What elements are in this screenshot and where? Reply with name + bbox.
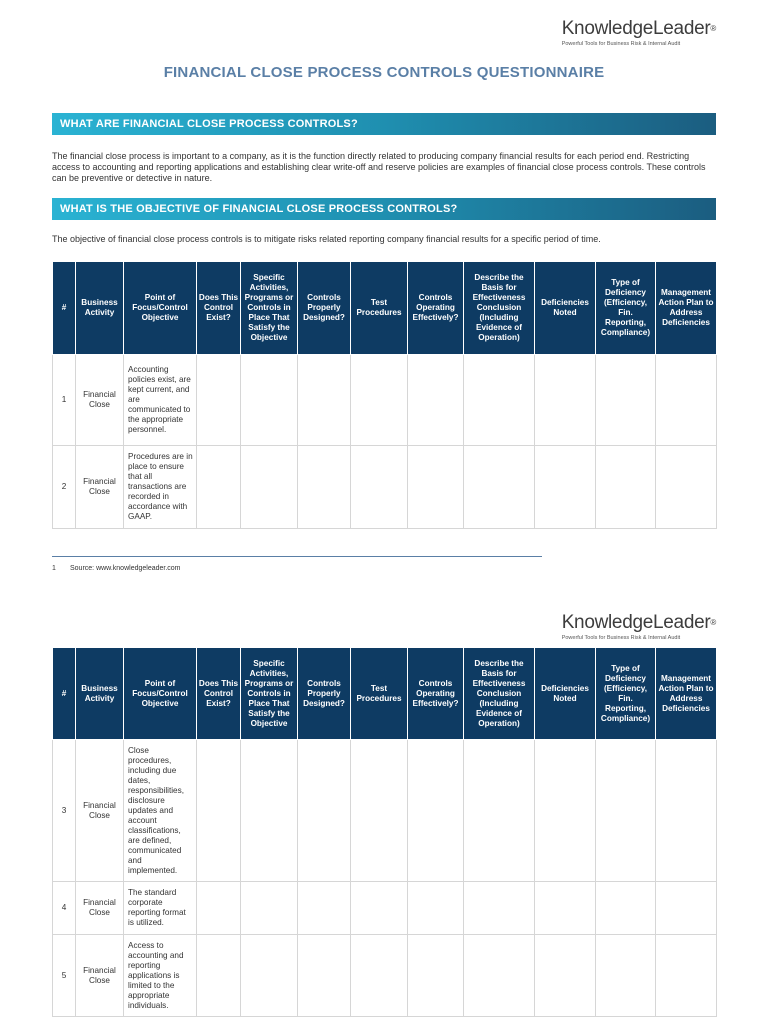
empty-cell[interactable] <box>656 882 717 935</box>
col-header-properly-designed: Controls Properly Designed? <box>298 648 351 740</box>
col-header-deficiency-type: Type of Deficiency (Efficiency, Fin. Reporting, Compliance) <box>596 648 656 740</box>
col-header-deficiency-type: Type of Deficiency (Efficiency, Fin. Reporting, Compliance) <box>596 262 656 355</box>
empty-cell[interactable] <box>197 882 241 935</box>
row-number: 5 <box>53 935 76 1017</box>
col-header-number: # <box>53 648 76 740</box>
empty-cell[interactable] <box>197 446 241 529</box>
empty-cell[interactable] <box>241 882 298 935</box>
empty-cell[interactable] <box>656 355 717 446</box>
empty-cell[interactable] <box>351 446 408 529</box>
row-number: 1 <box>53 355 76 446</box>
row-number: 3 <box>53 740 76 882</box>
row-business-activity: Financial Close <box>76 935 124 1017</box>
table-row <box>53 935 717 1017</box>
empty-cell[interactable] <box>298 446 351 529</box>
table-row <box>53 355 717 446</box>
row-control-objective: The standard corporate reporting format is utilized. <box>124 882 197 935</box>
empty-cell[interactable] <box>464 446 535 529</box>
logo-wordmark: KnowledgeLeader® <box>561 18 716 39</box>
empty-cell[interactable] <box>408 355 464 446</box>
table-row <box>53 740 717 882</box>
col-header-specific-activities: Specific Activities, Programs or Controls in Place That Satisfy the Objective <box>241 262 298 355</box>
empty-cell[interactable] <box>464 935 535 1017</box>
empty-cell[interactable] <box>464 355 535 446</box>
footnote-number: 1 <box>52 565 56 572</box>
row-business-activity: Financial Close <box>76 740 124 882</box>
logo-tagline: Powerful Tools for Business Risk & Internal Audit <box>561 635 681 641</box>
empty-cell[interactable] <box>197 355 241 446</box>
row-business-activity: Financial Close <box>76 446 124 529</box>
empty-cell[interactable] <box>535 355 596 446</box>
empty-cell[interactable] <box>408 446 464 529</box>
table-header-row <box>53 262 717 355</box>
empty-cell[interactable] <box>408 740 464 882</box>
table-header-row <box>53 648 717 740</box>
empty-cell[interactable] <box>197 740 241 882</box>
row-control-objective: Procedures are in place to ensure that all transactions are recorded in accordance with GAAP. <box>124 446 197 529</box>
col-header-action-plan: Management Action Plan to Address Deficiencies <box>656 648 717 740</box>
footnote-divider <box>52 556 542 557</box>
col-header-test-procedures: Test Procedures <box>351 262 408 355</box>
knowledgeleader-logo-page2 <box>562 612 716 641</box>
page-title: FINANCIAL CLOSE PROCESS CONTROLS QUESTIONNAIRE <box>163 64 605 81</box>
empty-cell[interactable] <box>596 740 656 882</box>
col-header-properly-designed: Controls Properly Designed? <box>298 262 351 355</box>
section2-text: The objective of financial close process controls is to mitigate risks related reporting company financial results for a specific period of time. <box>52 234 601 244</box>
col-header-number: # <box>53 262 76 355</box>
footnote <box>52 565 181 572</box>
empty-cell[interactable] <box>535 882 596 935</box>
col-header-business-activity: Business Activity <box>76 648 124 740</box>
table-row <box>53 446 717 529</box>
empty-cell[interactable] <box>535 935 596 1017</box>
col-header-business-activity: Business Activity <box>76 262 124 355</box>
section2-heading: WHAT IS THE OBJECTIVE OF FINANCIAL CLOSE PROCESS CONTROLS? <box>52 198 716 220</box>
empty-cell[interactable] <box>656 446 717 529</box>
empty-cell[interactable] <box>298 355 351 446</box>
controls-table-page1 <box>52 261 717 529</box>
empty-cell[interactable] <box>241 446 298 529</box>
row-number: 2 <box>53 446 76 529</box>
row-business-activity: Financial Close <box>76 355 124 446</box>
empty-cell[interactable] <box>351 740 408 882</box>
empty-cell[interactable] <box>298 935 351 1017</box>
col-header-control-exists: Does This Control Exist? <box>197 262 241 355</box>
empty-cell[interactable] <box>197 935 241 1017</box>
empty-cell[interactable] <box>596 355 656 446</box>
empty-cell[interactable] <box>535 446 596 529</box>
section1-text: The financial close process is important to a company, as it is the function directly related to producing company financial results for each period end. Restricting access to accounting and reporting applications and establishing clear write-off and reserve policies are examples of financial close process controls. These controls can be preventive or detective in nature. <box>52 151 706 183</box>
row-control-objective: Accounting policies exist, are kept current, and are communicated to the appropriate personnel. <box>124 355 197 446</box>
empty-cell[interactable] <box>241 935 298 1017</box>
empty-cell[interactable] <box>656 740 717 882</box>
row-business-activity: Financial Close <box>76 882 124 935</box>
col-header-control-objective: Point of Focus/Control Objective <box>124 262 197 355</box>
row-control-objective: Close procedures, including due dates, responsibilities, disclosure updates and account classifications, are defined, communicated and implemented. <box>124 740 197 882</box>
empty-cell[interactable] <box>298 740 351 882</box>
empty-cell[interactable] <box>596 446 656 529</box>
col-header-operating-effectively: Controls Operating Effectively? <box>408 648 464 740</box>
empty-cell[interactable] <box>596 882 656 935</box>
col-header-control-objective: Point of Focus/Control Objective <box>124 648 197 740</box>
col-header-operating-effectively: Controls Operating Effectively? <box>408 262 464 355</box>
col-header-effectiveness-basis: Describe the Basis for Effectiveness Conclusion (Including Evidence of Operation) <box>464 262 535 355</box>
empty-cell[interactable] <box>351 935 408 1017</box>
section1-heading: WHAT ARE FINANCIAL CLOSE PROCESS CONTROLS? <box>52 113 716 135</box>
empty-cell[interactable] <box>464 882 535 935</box>
empty-cell[interactable] <box>351 355 408 446</box>
empty-cell[interactable] <box>656 935 717 1017</box>
col-header-specific-activities: Specific Activities, Programs or Controls in Place That Satisfy the Objective <box>241 648 298 740</box>
col-header-test-procedures: Test Procedures <box>351 648 408 740</box>
table-row <box>53 882 717 935</box>
empty-cell[interactable] <box>596 935 656 1017</box>
logo-wordmark: KnowledgeLeader® <box>561 612 716 633</box>
empty-cell[interactable] <box>241 355 298 446</box>
col-header-deficiencies-noted: Deficiencies Noted <box>535 262 596 355</box>
empty-cell[interactable] <box>535 740 596 882</box>
row-control-objective: Access to accounting and reporting applications is limited to the appropriate individuals. <box>124 935 197 1017</box>
col-header-control-exists: Does This Control Exist? <box>197 648 241 740</box>
empty-cell[interactable] <box>241 740 298 882</box>
footnote-text: Source: www.knowledgeleader.com <box>70 565 181 572</box>
row-number: 4 <box>53 882 76 935</box>
empty-cell[interactable] <box>408 882 464 935</box>
knowledgeleader-logo <box>562 18 716 47</box>
empty-cell[interactable] <box>408 935 464 1017</box>
col-header-deficiencies-noted: Deficiencies Noted <box>535 648 596 740</box>
empty-cell[interactable] <box>298 882 351 935</box>
col-header-effectiveness-basis: Describe the Basis for Effectiveness Conclusion (Including Evidence of Operation) <box>464 648 535 740</box>
controls-table-page2 <box>52 647 717 1017</box>
empty-cell[interactable] <box>351 882 408 935</box>
col-header-action-plan: Management Action Plan to Address Deficiencies <box>656 262 717 355</box>
empty-cell[interactable] <box>464 740 535 882</box>
logo-tagline: Powerful Tools for Business Risk & Internal Audit <box>561 41 681 47</box>
